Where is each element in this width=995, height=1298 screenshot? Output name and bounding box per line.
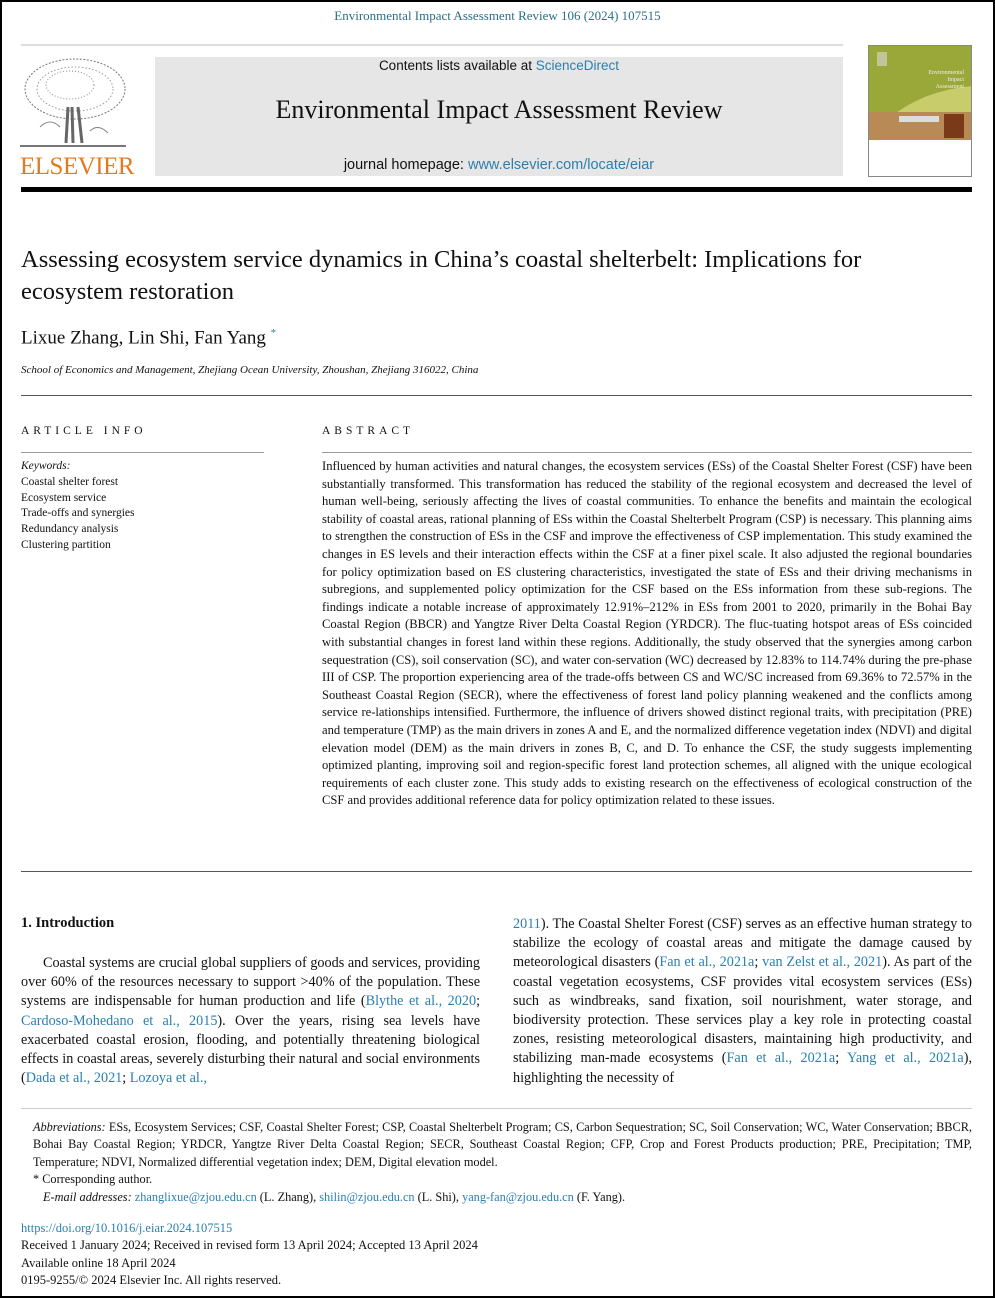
body-text: ). Over the years, rising sea levels have exacerbated coastal erosion, flooding, and potentially threatening biological effects in coastal areas, severely disturbing their natural and social environments (: [21, 1012, 480, 1087]
citation-link[interactable]: Lozoya et al.,: [129, 1070, 207, 1087]
citation-link[interactable]: Yang et al., 2021a: [847, 1050, 964, 1067]
citation-link[interactable]: van Zelst et al., 2021: [762, 954, 883, 971]
abstract-text: Influenced by human activities and natural changes, the ecosystem services (ESs) of the Coastal Shelter Forest (CSF) have been substantially transformed. This transformation has reduced the stability of the regional ecosystem and decreased the level of human well-being, seriously affecting the lives of coastal communities. To enhance the benefits and maintain the ecological stability of coastal areas, rational planning of ESs within the Coastal Shelterbelt Program (CSP) is necessary. This planning aims to strengthen the construction of ESs in the CSF and improve the effectiveness of CSP implementation. This study examined the changes in ES levels and their interaction effects within the CSF at a finer pixel scale. It also adjusted the regional boundaries for policy optimization based on ES clustering characteristics, investigated the state of ESs and their driving mechanisms in subregions, and supplemented policy optimization for the CSF based on the ESs information from these sub-regions. The findings indicate a notable increase of approximately 12.91%–212% in ESs from 2001 to 2020, primarily in the Bohai Bay Coastal Region (BBCR) and Yangtze River Delta Coastal Region (YRDCR). The fluc-tuating hotspot areas of ESs coincided with substantial changes in forest land within these regions. Additionally, the study observed that the synergies among carbon sequestration (CS), soil conservation (SC), and water con-servation (WC) decreased by 12.83% to 114.74% during the pre-phase III of CSP. The proportion experiencing area of the trade-offs between CS and WC/SC increased from 69.36% to 72.57% in the Southeast Coastal Region (SECR), where the effectiveness of forest land policy planning weakened and the conflicts among service re-lationships intensified. Furthermore, the influence of drivers showed distinct regional traits, with precipitation (PRE) and temperature (TMP) as the main drivers in zones A and E, and the normalized difference vegetation index (NDVI) and digital elevation model (DEM) as the main drivers in zones B, C, and D. To enhance the CSF, the study suggests implementing optimized planting, improving soil and region-specific forest land protection schemes, all aligned with the unique ecological requirements of each cluster zone. This study adds to existing research on the effectiveness of ecological construction of the CSF and provides additional reference data for policy optimization related to these issues.: [322, 459, 972, 808]
email-link[interactable]: zhanglixue@zjou.edu.cn: [134, 1189, 257, 1204]
citation-link[interactable]: Blythe et al., 2020: [365, 993, 477, 1010]
body-text: Coastal systems are crucial global suppliers of goods and services, providing over 60% of the resources necessary to support >40% of the population. These systems are indispensable for human production and life (: [21, 955, 480, 1010]
email-owner: (F. Yang).: [573, 1189, 626, 1204]
online-date: Available online 18 April 2024: [21, 1255, 176, 1270]
homepage-label: journal homepage:: [343, 157, 468, 173]
cover-image-icon: [869, 46, 972, 177]
publication-info: [21, 1220, 478, 1290]
article-title: Assessing ecosystem service dynamics in China’s coastal shelterbelt: Implications for ecosystem restoration: [21, 246, 862, 305]
corresponding-note: * Corresponding author.: [33, 1172, 153, 1187]
keyword: Redundancy analysis: [21, 523, 119, 536]
cover-title-text: Impact: [947, 77, 964, 83]
divider: [322, 452, 972, 453]
body-text: ;: [754, 954, 763, 971]
footnotes: [21, 1119, 972, 1206]
sciencedirect-link[interactable]: ScienceDirect: [535, 58, 620, 73]
author-list: [21, 327, 276, 349]
section-heading-introduction: 1. Introduction: [21, 915, 115, 931]
body-text: ;: [835, 1050, 847, 1067]
divider: [21, 44, 843, 46]
homepage-link[interactable]: www.elsevier.com/locate/eiar: [467, 157, 655, 173]
keywords-label: Keywords:: [21, 460, 71, 472]
citation-link[interactable]: Fan et al., 2021a: [659, 954, 755, 971]
keywords: [21, 459, 135, 554]
body-text: ). As part of the coastal vegetation ecosystems, CSF provides vital ecosystem services (ESs) such as windbreaks, sand fixation, soil nourishment, water storage, and biodiversity protection. These services play a key role in protecting coastal zones, resisting meteorological disasters, maintaining high productivity, and stabilizing man-made ecosystems (: [513, 954, 972, 1067]
abbreviations-text: ESs, Ecosystem Services; CSF, Coastal Shelter Forest; CSP, Coastal Shelterbelt Program; CS, Carbon Sequestration; SC, Soil Conservation; WC, Water Conservation; BBCR, Bohai Bay Coastal Region; YRDCR, Yangtze River Delta Coastal Region; SECR, Southeast Coastal Region; CFP, Crop and Forest Products production; PRE, Precipitation; TMP, Temperature; NDVI, Normalized differential vegetation index; DEM, Digital elevation model.: [33, 1120, 972, 1169]
author-link[interactable]: Lixue Zhang: [21, 327, 119, 349]
contents-label: Contents lists available at: [378, 58, 536, 73]
author-link[interactable]: Lin Shi: [128, 327, 185, 349]
divider: [21, 395, 972, 396]
divider: [21, 452, 264, 453]
doi-link[interactable]: https://doi.org/10.1016/j.eiar.2024.107515: [21, 1221, 233, 1235]
tree-logo-icon: [20, 57, 126, 149]
journal-title: Environmental Impact Assessment Review: [275, 95, 723, 124]
email-link[interactable]: shilin@zjou.edu.cn: [319, 1189, 415, 1204]
corresponding-author-mark[interactable]: *: [270, 327, 277, 339]
divider: [21, 871, 972, 872]
cover-title-text: Assessment: [935, 84, 964, 90]
citation-link[interactable]: 2011: [513, 916, 541, 932]
citation-link[interactable]: Dada et al., 2021: [25, 1070, 123, 1087]
keyword: Clustering partition: [21, 538, 111, 551]
intro-column-left: [21, 954, 480, 1088]
citation-link[interactable]: Cardoso-Mohedano et al., 2015: [21, 1012, 218, 1029]
body-text: ). The Coastal Shelter Forest (CSF) serves as an effective human strategy to stabilize the ecology of coastal areas and mitigate the damage caused by meteorological disasters (: [513, 916, 972, 971]
publisher-name: ELSEVIER: [20, 153, 135, 180]
keyword: Trade-offs and synergies: [21, 507, 135, 520]
email-owner: (L. Zhang),: [256, 1189, 320, 1204]
running-header[interactable]: Environmental Impact Assessment Review 106 (2024) 107515: [334, 8, 661, 23]
abstract-heading: ABSTRACT: [322, 425, 415, 437]
body-text: ;: [122, 1070, 130, 1087]
body-text: ), highlighting the necessity of: [513, 1050, 972, 1086]
affiliation: School of Economics and Management, Zhejiang Ocean University, Zhoushan, Zhejiang 316022, China: [21, 364, 479, 376]
journal-banner: [155, 57, 843, 176]
article-info-heading: ARTICLE INFO: [21, 425, 147, 437]
elsevier-logo[interactable]: [20, 57, 135, 180]
email-label: E-mail addresses:: [43, 1189, 132, 1204]
header-rule: [21, 187, 972, 192]
keyword: Ecosystem service: [21, 491, 107, 504]
intro-column-right: [513, 915, 972, 1088]
author-separator: ,: [118, 327, 129, 349]
copyright: 0195-9255/© 2024 Elsevier Inc. All rights reserved.: [21, 1273, 282, 1288]
author-link[interactable]: Fan Yang: [194, 327, 266, 349]
abbreviations-label: Abbreviations:: [33, 1120, 106, 1134]
keyword: Coastal shelter forest: [21, 475, 119, 488]
journal-cover[interactable]: [868, 45, 972, 177]
body-text: ;: [476, 993, 481, 1010]
citation-link[interactable]: Fan et al., 2021a: [726, 1050, 836, 1067]
intro-paragraph: [21, 954, 480, 1088]
email-owner: (L. Shi),: [414, 1189, 463, 1204]
email-link[interactable]: yang-fan@zjou.edu.cn: [462, 1189, 574, 1204]
author-separator: ,: [184, 327, 195, 349]
received-dates: Received 1 January 2024; Received in revised form 13 April 2024; Accepted 13 April 2024: [21, 1238, 478, 1253]
intro-paragraph: [513, 915, 972, 1088]
footnote-divider: [21, 1108, 972, 1109]
email-list: [135, 1190, 625, 1204]
cover-title-text: Environmental: [928, 70, 964, 76]
